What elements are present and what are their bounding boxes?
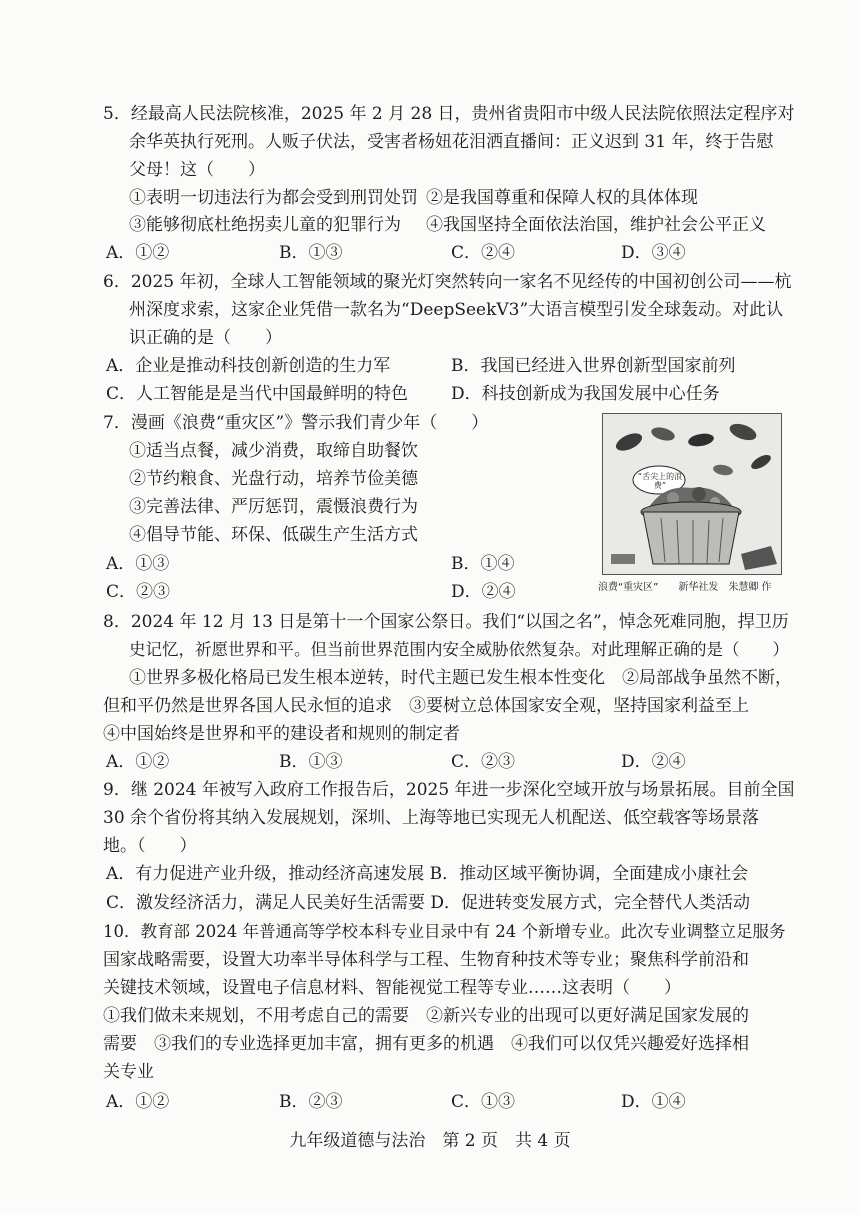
q10-line-2: 国家战略需要，设置大功率半导体科学与工程、生物育种技术等专业；聚焦科学前沿和 <box>103 950 749 970</box>
q10-option-b: B．②③ <box>279 1092 343 1112</box>
q9-options-cd: C．激发经济活力，满足人民美好生活需要 D．促进转变发展方式，完全替代人类活动 <box>106 893 751 913</box>
q5-item-1: ①表明一切违法行为都会受到刑罚处罚 <box>129 188 418 208</box>
q8-option-c: C．②③ <box>451 752 516 772</box>
q5-line-2: 余华英执行死刑。人贩子伏法，受害者杨妞花泪洒直播间：正义迟到 31 年，终于告慰 <box>129 132 774 152</box>
q10-line-3: 关键技术领域，设置电子信息材料、智能视觉工程等专业……这表明（ ） <box>103 978 681 998</box>
q8-line-3: ①世界多极化格局已发生根本逆转，时代主题已发生根本性变化 ②局部战争虽然不断， <box>129 668 792 688</box>
q6-line-1: 6．2025 年初，全球人工智能领域的聚光灯突然转向一家名不见经传的中国初创公司——杭 <box>103 272 792 292</box>
q8-option-b: B．①③ <box>279 752 343 772</box>
q8-line-1: 8．2024 年 12 月 13 日是第十一个国家公祭日。我们“以国之名”，悼念死难同胞，捍卫历 <box>103 612 789 632</box>
q10-line-5: 需要 ③我们的专业选择更加丰富，拥有更多的机遇 ④我们可以仅凭兴趣爱好选择相 <box>103 1034 749 1054</box>
cartoon-caption: 浪费“重灾区” 新华社发 朱慧卿 作 <box>598 582 772 593</box>
q5-option-c: C．②④ <box>451 243 516 263</box>
q9-options-ab: A．有力促进产业升级，推动经济高速发展 B．推动区域平衡协调，全面建成小康社会 <box>106 864 749 884</box>
q10-line-1: 10．教育部 2024 年普通高等学校本科专业目录中有 24 个新增专业。此次专业调整立足服务 <box>103 922 786 941</box>
food-waste-cartoon <box>602 413 782 575</box>
q7-item-1: ①适当点餐，减少消费，取缔自助餐饮 <box>129 441 418 461</box>
q10-option-c: C．①③ <box>451 1092 516 1112</box>
q9-line-1: 9．继 2024 年被写入政府工作报告后，2025 年进一步深化空域开放与场景拓展。目前全国 <box>103 780 795 800</box>
q8-line-5: ④中国始终是世界和平的建设者和规则的制定者 <box>103 724 460 744</box>
q10-line-6: 关专业 <box>103 1062 154 1082</box>
q7-item-3: ③完善法律、严厉惩罚，震慑浪费行为 <box>129 497 418 517</box>
q5-line-3: 父母！这（ ） <box>129 160 265 180</box>
q7-item-2: ②节约粮食、光盘行动，培养节俭美德 <box>129 469 418 489</box>
q9-line-2: 30 余个省份将其纳入发展规划，深圳、上海等地已实现无人机配送、低空载客等场景落 <box>103 808 760 828</box>
q7-option-a: A．①③ <box>106 554 170 574</box>
q7-option-c: C．②③ <box>106 582 171 602</box>
q6-option-a: A．企业是推动科技创新创造的生力军 <box>106 356 391 376</box>
q5-option-a: A．①② <box>106 243 170 263</box>
cartoon-speech-text: “舌尖上的浪费” <box>637 472 683 490</box>
q6-option-c: C．人工智能是是当代中国最鲜明的特色 <box>106 384 409 404</box>
q8-line-2: 史记忆，祈愿世界和平。但当前世界范围内安全威胁依然复杂。对此理解正确的是（ ） <box>129 640 789 659</box>
q6-line-2: 州深度求索，这家企业凭借一款名为“DeepSeekV3”大语言模型引发全球轰动。对此认 <box>129 300 784 320</box>
q10-line-4: ①我们做未来规划，不用考虑自己的需要 ②新兴专业的出现可以更好满足国家发展的 <box>103 1006 749 1026</box>
q10-option-d: D．①④ <box>621 1092 686 1112</box>
q6-option-d: D．科技创新成为我国发展中心任务 <box>451 384 720 404</box>
q8-option-a: A．①② <box>106 752 170 772</box>
q7-item-4: ④倡导节能、环保、低碳生产生活方式 <box>129 525 418 545</box>
cartoon-drawing <box>603 414 781 574</box>
q6-option-b: B．我国已经进入世界创新型国家前列 <box>451 356 736 376</box>
q5-item-2: ②是我国尊重和保障人权的具体体现 <box>426 188 698 208</box>
q5-option-b: B．①③ <box>279 243 343 263</box>
q5-line-1: 5．经最高人民法院核准，2025 年 2 月 28 日，贵州省贵阳市中级人民法院依照法定程序对 <box>103 104 795 124</box>
q8-line-4: 但和平仍然是世界各国人民永恒的追求 ③要树立总体国家安全观，坚持国家利益至上 <box>103 696 749 716</box>
q5-item-3: ③能够彻底杜绝拐卖儿童的犯罪行为 <box>129 215 401 235</box>
q7-stem: 7．漫画《浪费“重灾区”》警示我们青少年（ ） <box>103 413 489 433</box>
q5-option-d: D．③④ <box>621 243 686 263</box>
q9-line-3: 地。（ ） <box>103 836 197 856</box>
q7-option-d: D．②④ <box>451 582 516 602</box>
q5-item-4: ④我国坚持全面依法治国，维护社会公平正义 <box>426 215 766 235</box>
q6-line-3: 识正确的是（ ） <box>129 328 282 348</box>
q7-option-b: B．①④ <box>451 554 515 574</box>
page-footer: 九年级道德与法治 第 2 页 共 4 页 <box>289 1131 571 1151</box>
q10-option-a: A．①② <box>106 1092 170 1112</box>
q8-option-d: D．②④ <box>621 752 686 772</box>
